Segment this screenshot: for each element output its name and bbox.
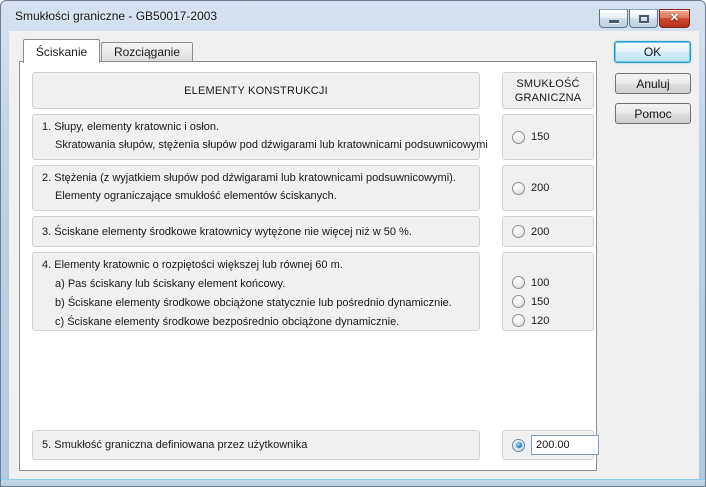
row-text: 5. Smukłość graniczna definiowana przez użytkownika: [42, 439, 308, 451]
row-5-options: [502, 430, 594, 460]
row-1-description: [32, 114, 488, 160]
table-header-row: [32, 72, 586, 109]
radio-icon[interactable]: [512, 439, 525, 452]
user-slenderness-input[interactable]: [531, 435, 599, 455]
header-limit: SMUKŁOŚĆ GRANICZNA: [502, 72, 594, 109]
table-row-4: [32, 252, 586, 331]
row-text: c) Ściskane elementy środkowe bezpośrednio obciążone dynamicznie.: [55, 316, 400, 328]
tab-page-sciskanie: [19, 61, 597, 471]
radio-icon: [512, 295, 525, 308]
minimize-button[interactable]: [599, 9, 628, 28]
close-button[interactable]: [659, 9, 690, 28]
radio-label: 200: [531, 225, 550, 238]
caption-buttons: [599, 9, 690, 28]
tab-sciskanie[interactable]: Ściskanie: [23, 39, 100, 63]
radio-label: 100: [531, 276, 550, 289]
row-text: b) Ściskane elementy środkowe obciążone statycznie lub pośrednio dynamicznie.: [55, 297, 452, 309]
radio-label: 150: [531, 295, 550, 308]
row-text: 4. Elementy kratownic o rozpiętości większej lub równej 60 m.: [42, 259, 343, 271]
window-bottom-frame: [1, 479, 706, 487]
help-button[interactable]: Pomoc: [615, 103, 691, 124]
row-1-options: [502, 114, 594, 160]
ok-button[interactable]: OK: [614, 41, 691, 63]
radio-option-b[interactable]: [503, 292, 593, 311]
table-row-3: [32, 216, 586, 247]
maximize-button[interactable]: [629, 9, 658, 28]
row-text: a) Pas ściskany lub ściskany element końcowy.: [55, 278, 286, 290]
dialog-titlebar[interactable]: [1, 1, 705, 31]
radio-icon: [512, 276, 525, 289]
radio-icon[interactable]: [512, 225, 525, 238]
radio-icon[interactable]: [512, 131, 525, 144]
header-elements: ELEMENTY KONSTRUKCJI: [32, 72, 480, 109]
row-2-description: [32, 165, 480, 211]
tab-rozciaganie[interactable]: Rozciąganie: [101, 42, 193, 61]
close-icon: ✕: [669, 12, 680, 24]
row-3-options: [502, 216, 594, 247]
row-text: Skratowania słupów, stężenia słupów pod dźwigarami lub kratownicami podsuwnicowymi: [55, 139, 488, 151]
maximize-icon: [639, 15, 649, 23]
radio-option-a[interactable]: [503, 273, 593, 292]
row-3-description: [32, 216, 480, 247]
row-text: 2. Stężenia (z wyjatkiem słupów pod dźwigarami lub kratownicami podsuwnicowymi).: [42, 172, 456, 184]
row-text: 3. Ściskane elementy środkowe kratownicy wytężone nie więcej niż w 50 %.: [42, 225, 412, 238]
table-row-5: [32, 430, 586, 460]
cancel-button[interactable]: Anuluj: [615, 73, 691, 94]
dialog-client-area: [9, 31, 699, 479]
radio-icon: [512, 314, 525, 327]
radio-label: 200: [531, 182, 550, 194]
row-4-description: [32, 252, 480, 331]
row-4-options: [502, 252, 594, 331]
row-5-description: [32, 430, 480, 460]
row-2-options: [502, 165, 594, 211]
table-row-1: [32, 114, 586, 160]
minimize-icon: [609, 20, 619, 23]
window-title: Smukłości graniczne - GB50017-2003: [15, 9, 218, 23]
radio-icon[interactable]: [512, 182, 525, 195]
radio-label: 150: [531, 131, 550, 143]
row-text: Elementy ograniczające smukłość elementów ściskanych.: [55, 190, 337, 202]
radio-label: 120: [531, 314, 550, 327]
radio-option-c[interactable]: [503, 311, 593, 330]
table-row-2: [32, 165, 586, 211]
row-text: 1. Słupy, elementy kratownic i osłon.: [42, 121, 220, 133]
